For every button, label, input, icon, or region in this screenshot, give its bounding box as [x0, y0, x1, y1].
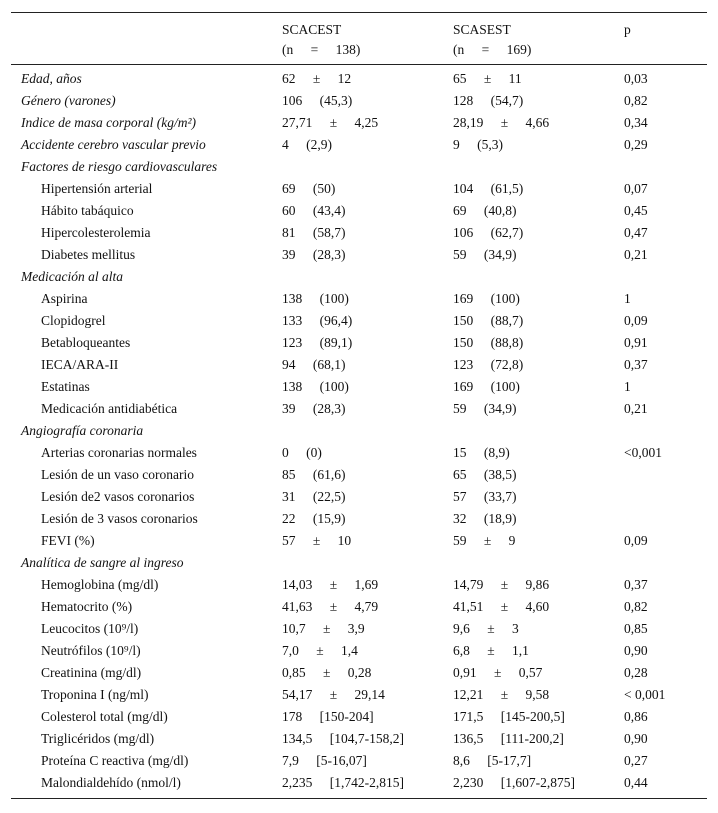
cell-p: 0,34	[624, 115, 648, 130]
table-row	[11, 684, 707, 706]
cell-scasest: 9 (5,3)	[453, 137, 503, 152]
table-row	[11, 156, 707, 178]
table-row	[11, 288, 707, 310]
table-row	[11, 200, 707, 222]
table-row	[11, 486, 707, 508]
table-row	[11, 552, 707, 574]
cell-scacest: 57 ± 10	[282, 533, 352, 548]
cell-p: 0,28	[624, 665, 648, 680]
cell-p: 0,21	[624, 247, 648, 262]
row-label: Triglicéridos (mg/dl)	[41, 731, 155, 746]
cell-scacest: 134,5 [104,7-158,2]	[282, 731, 404, 746]
row-label: Indice de masa corporal (kg/m²)	[21, 115, 197, 130]
cell-scasest: 104 (61,5)	[453, 181, 524, 196]
row-label: Leucocitos (10⁹/l)	[41, 621, 139, 636]
row-label: Arterias coronarias normales	[41, 445, 197, 460]
table-row	[11, 332, 707, 354]
cell-p: < 0,001	[624, 687, 666, 702]
cell-scacest: 94 (68,1)	[282, 357, 346, 372]
table-header	[11, 13, 707, 64]
cell-p: 0,09	[624, 313, 648, 328]
cell-p: 0,37	[624, 357, 648, 372]
cell-scacest: 7,9 [5-16,07]	[282, 753, 367, 768]
row-label: Creatinina (mg/dl)	[41, 665, 142, 680]
cell-p: 0,37	[624, 577, 648, 592]
cell-scacest: 85 (61,6)	[282, 467, 346, 482]
cell-scasest: 14,79 ± 9,86	[453, 577, 550, 592]
row-label: Medicación antidiabética	[41, 401, 178, 416]
table-row	[11, 574, 707, 596]
table-row	[11, 464, 707, 486]
row-label: Hipertensión arterial	[41, 181, 153, 196]
cell-scasest: 12,21 ± 9,58	[453, 687, 550, 702]
cell-scacest: 81 (58,7)	[282, 225, 346, 240]
table-row	[11, 618, 707, 640]
cell-p: 0,82	[624, 93, 648, 108]
cell-scacest: 138 (100)	[282, 379, 349, 394]
cell-scasest: 59 (34,9)	[453, 401, 517, 416]
row-label: Angiografía coronaria	[21, 423, 144, 438]
row-label: Hábito tabáquico	[41, 203, 134, 218]
cell-scasest: 2,230 [1,607-2,875]	[453, 775, 575, 790]
row-label: Medicación al alta	[21, 269, 123, 284]
cell-scacest: 178 [150-204]	[282, 709, 374, 724]
cell-scasest: 69 (40,8)	[453, 203, 517, 218]
table-row	[11, 310, 707, 332]
cell-p: 0,44	[624, 775, 648, 790]
row-label: Edad, años	[21, 71, 82, 86]
cell-scacest: 69 (50)	[282, 181, 336, 196]
cell-p: 0,27	[624, 753, 648, 768]
cell-scacest: 106 (45,3)	[282, 93, 353, 108]
cell-p: 0,82	[624, 599, 648, 614]
header-scacest-n: (n = 138)	[282, 42, 361, 57]
cell-p: 0,09	[624, 533, 648, 548]
cell-scasest: 128 (54,7)	[453, 93, 524, 108]
table-row	[11, 420, 707, 442]
row-label: Género (varones)	[21, 93, 116, 108]
table-row	[11, 508, 707, 530]
header-scasest	[453, 20, 531, 60]
cell-scasest: 41,51 ± 4,60	[453, 599, 550, 614]
cell-scasest: 65 (38,5)	[453, 467, 517, 482]
cell-scacest: 62 ± 12	[282, 71, 352, 86]
table-row	[11, 662, 707, 684]
row-label: Neutrófilos (10⁹/l)	[41, 643, 141, 658]
cell-p: 0,86	[624, 709, 648, 724]
cell-scasest: 9,6 ± 3	[453, 621, 519, 636]
header-scasest-title: SCASEST	[453, 22, 511, 37]
row-label: Lesión de 3 vasos coronarios	[41, 511, 198, 526]
cell-scasest: 0,91 ± 0,57	[453, 665, 543, 680]
bottom-rule	[11, 798, 707, 799]
row-label: Proteína C reactiva (mg/dl)	[41, 753, 189, 768]
row-label: FEVI (%)	[41, 533, 95, 548]
cell-p: 1	[624, 291, 631, 306]
cell-scacest: 60 (43,4)	[282, 203, 346, 218]
table-row	[11, 640, 707, 662]
cell-scacest: 138 (100)	[282, 291, 349, 306]
cell-scasest: 136,5 [111-200,2]	[453, 731, 564, 746]
cell-p: 0,91	[624, 335, 648, 350]
cell-p: 0,03	[624, 71, 648, 86]
cell-scasest: 32 (18,9)	[453, 511, 517, 526]
table-row	[11, 178, 707, 200]
cell-scacest: 31 (22,5)	[282, 489, 346, 504]
row-label: Aspirina	[41, 291, 88, 306]
cell-scacest: 10,7 ± 3,9	[282, 621, 365, 636]
table-row	[11, 376, 707, 398]
cell-scasest: 169 (100)	[453, 379, 520, 394]
table-row	[11, 728, 707, 750]
row-label: Colesterol total (mg/dl)	[41, 709, 168, 724]
cell-scasest: 150 (88,8)	[453, 335, 524, 350]
cell-scacest: 22 (15,9)	[282, 511, 346, 526]
table-row	[11, 772, 707, 794]
row-label: Accidente cerebro vascular previo	[21, 137, 206, 152]
cell-scasest: 150 (88,7)	[453, 313, 524, 328]
cell-scasest: 59 ± 9	[453, 533, 516, 548]
table-row	[11, 706, 707, 728]
row-label: Lesión de2 vasos coronarios	[41, 489, 195, 504]
row-label: Analítica de sangre al ingreso	[21, 555, 184, 570]
row-label: Malondialdehído (nmol/l)	[41, 775, 181, 790]
table-row	[11, 354, 707, 376]
row-label: Hematocrito (%)	[41, 599, 133, 614]
row-label: Hipercolesterolemia	[41, 225, 151, 240]
cell-p: 0,90	[624, 731, 648, 746]
table-row	[11, 112, 707, 134]
header-p: p	[624, 22, 631, 37]
table-row	[11, 530, 707, 552]
cell-scacest: 54,17 ± 29,14	[282, 687, 385, 702]
cell-p: 0,29	[624, 137, 648, 152]
cell-scasest: 65 ± 11	[453, 71, 522, 86]
cell-scasest: 106 (62,7)	[453, 225, 524, 240]
row-label: Factores de riesgo cardiovasculares	[21, 159, 218, 174]
cell-scacest: 2,235 [1,742-2,815]	[282, 775, 404, 790]
cell-p: 0,45	[624, 203, 648, 218]
cell-scacest: 39 (28,3)	[282, 247, 346, 262]
cell-scasest: 28,19 ± 4,66	[453, 115, 550, 130]
cell-scasest: 123 (72,8)	[453, 357, 524, 372]
table-row	[11, 222, 707, 244]
header-scasest-n: (n = 169)	[453, 42, 532, 57]
row-label: Estatinas	[41, 379, 90, 394]
row-label: Betabloqueantes	[41, 335, 131, 350]
table-row	[11, 244, 707, 266]
data-table	[11, 12, 707, 799]
cell-p: 0,21	[624, 401, 648, 416]
cell-p: 0,90	[624, 643, 648, 658]
cell-p: 0,47	[624, 225, 648, 240]
cell-scasest: 6,8 ± 1,1	[453, 643, 529, 658]
row-label: IECA/ARA-II	[41, 357, 119, 372]
cell-p: 0,85	[624, 621, 648, 636]
cell-scacest: 133 (96,4)	[282, 313, 353, 328]
cell-scasest: 59 (34,9)	[453, 247, 517, 262]
cell-scacest: 123 (89,1)	[282, 335, 353, 350]
table-row	[11, 750, 707, 772]
table-row	[11, 442, 707, 464]
cell-scacest: 41,63 ± 4,79	[282, 599, 379, 614]
cell-p: 0,07	[624, 181, 648, 196]
row-label: Troponina I (ng/ml)	[41, 687, 149, 702]
row-label: Diabetes mellitus	[41, 247, 136, 262]
header-scacest	[282, 20, 360, 60]
cell-scacest: 4 (2,9)	[282, 137, 332, 152]
table-row	[11, 398, 707, 420]
cell-scacest: 7,0 ± 1,4	[282, 643, 358, 658]
cell-scacest: 14,03 ± 1,69	[282, 577, 379, 592]
cell-scasest: 8,6 [5-17,7]	[453, 753, 532, 768]
cell-scasest: 57 (33,7)	[453, 489, 517, 504]
cell-scasest: 169 (100)	[453, 291, 520, 306]
row-label: Lesión de un vaso coronario	[41, 467, 194, 482]
cell-scasest: 15 (8,9)	[453, 445, 510, 460]
cell-p: 1	[624, 379, 631, 394]
table-row	[11, 90, 707, 112]
row-label: Hemoglobina (mg/dl)	[41, 577, 159, 592]
cell-scacest: 0,85 ± 0,28	[282, 665, 372, 680]
table-row	[11, 596, 707, 618]
cell-scacest: 27,71 ± 4,25	[282, 115, 379, 130]
table-row	[11, 266, 707, 288]
table-row	[11, 68, 707, 90]
table-row	[11, 134, 707, 156]
header-scacest-title: SCACEST	[282, 22, 342, 37]
cell-scacest: 0 (0)	[282, 445, 322, 460]
cell-scasest: 171,5 [145-200,5]	[453, 709, 565, 724]
table-body	[11, 65, 707, 798]
row-label: Clopidogrel	[41, 313, 106, 328]
cell-p: <0,001	[624, 445, 662, 460]
cell-scacest: 39 (28,3)	[282, 401, 346, 416]
